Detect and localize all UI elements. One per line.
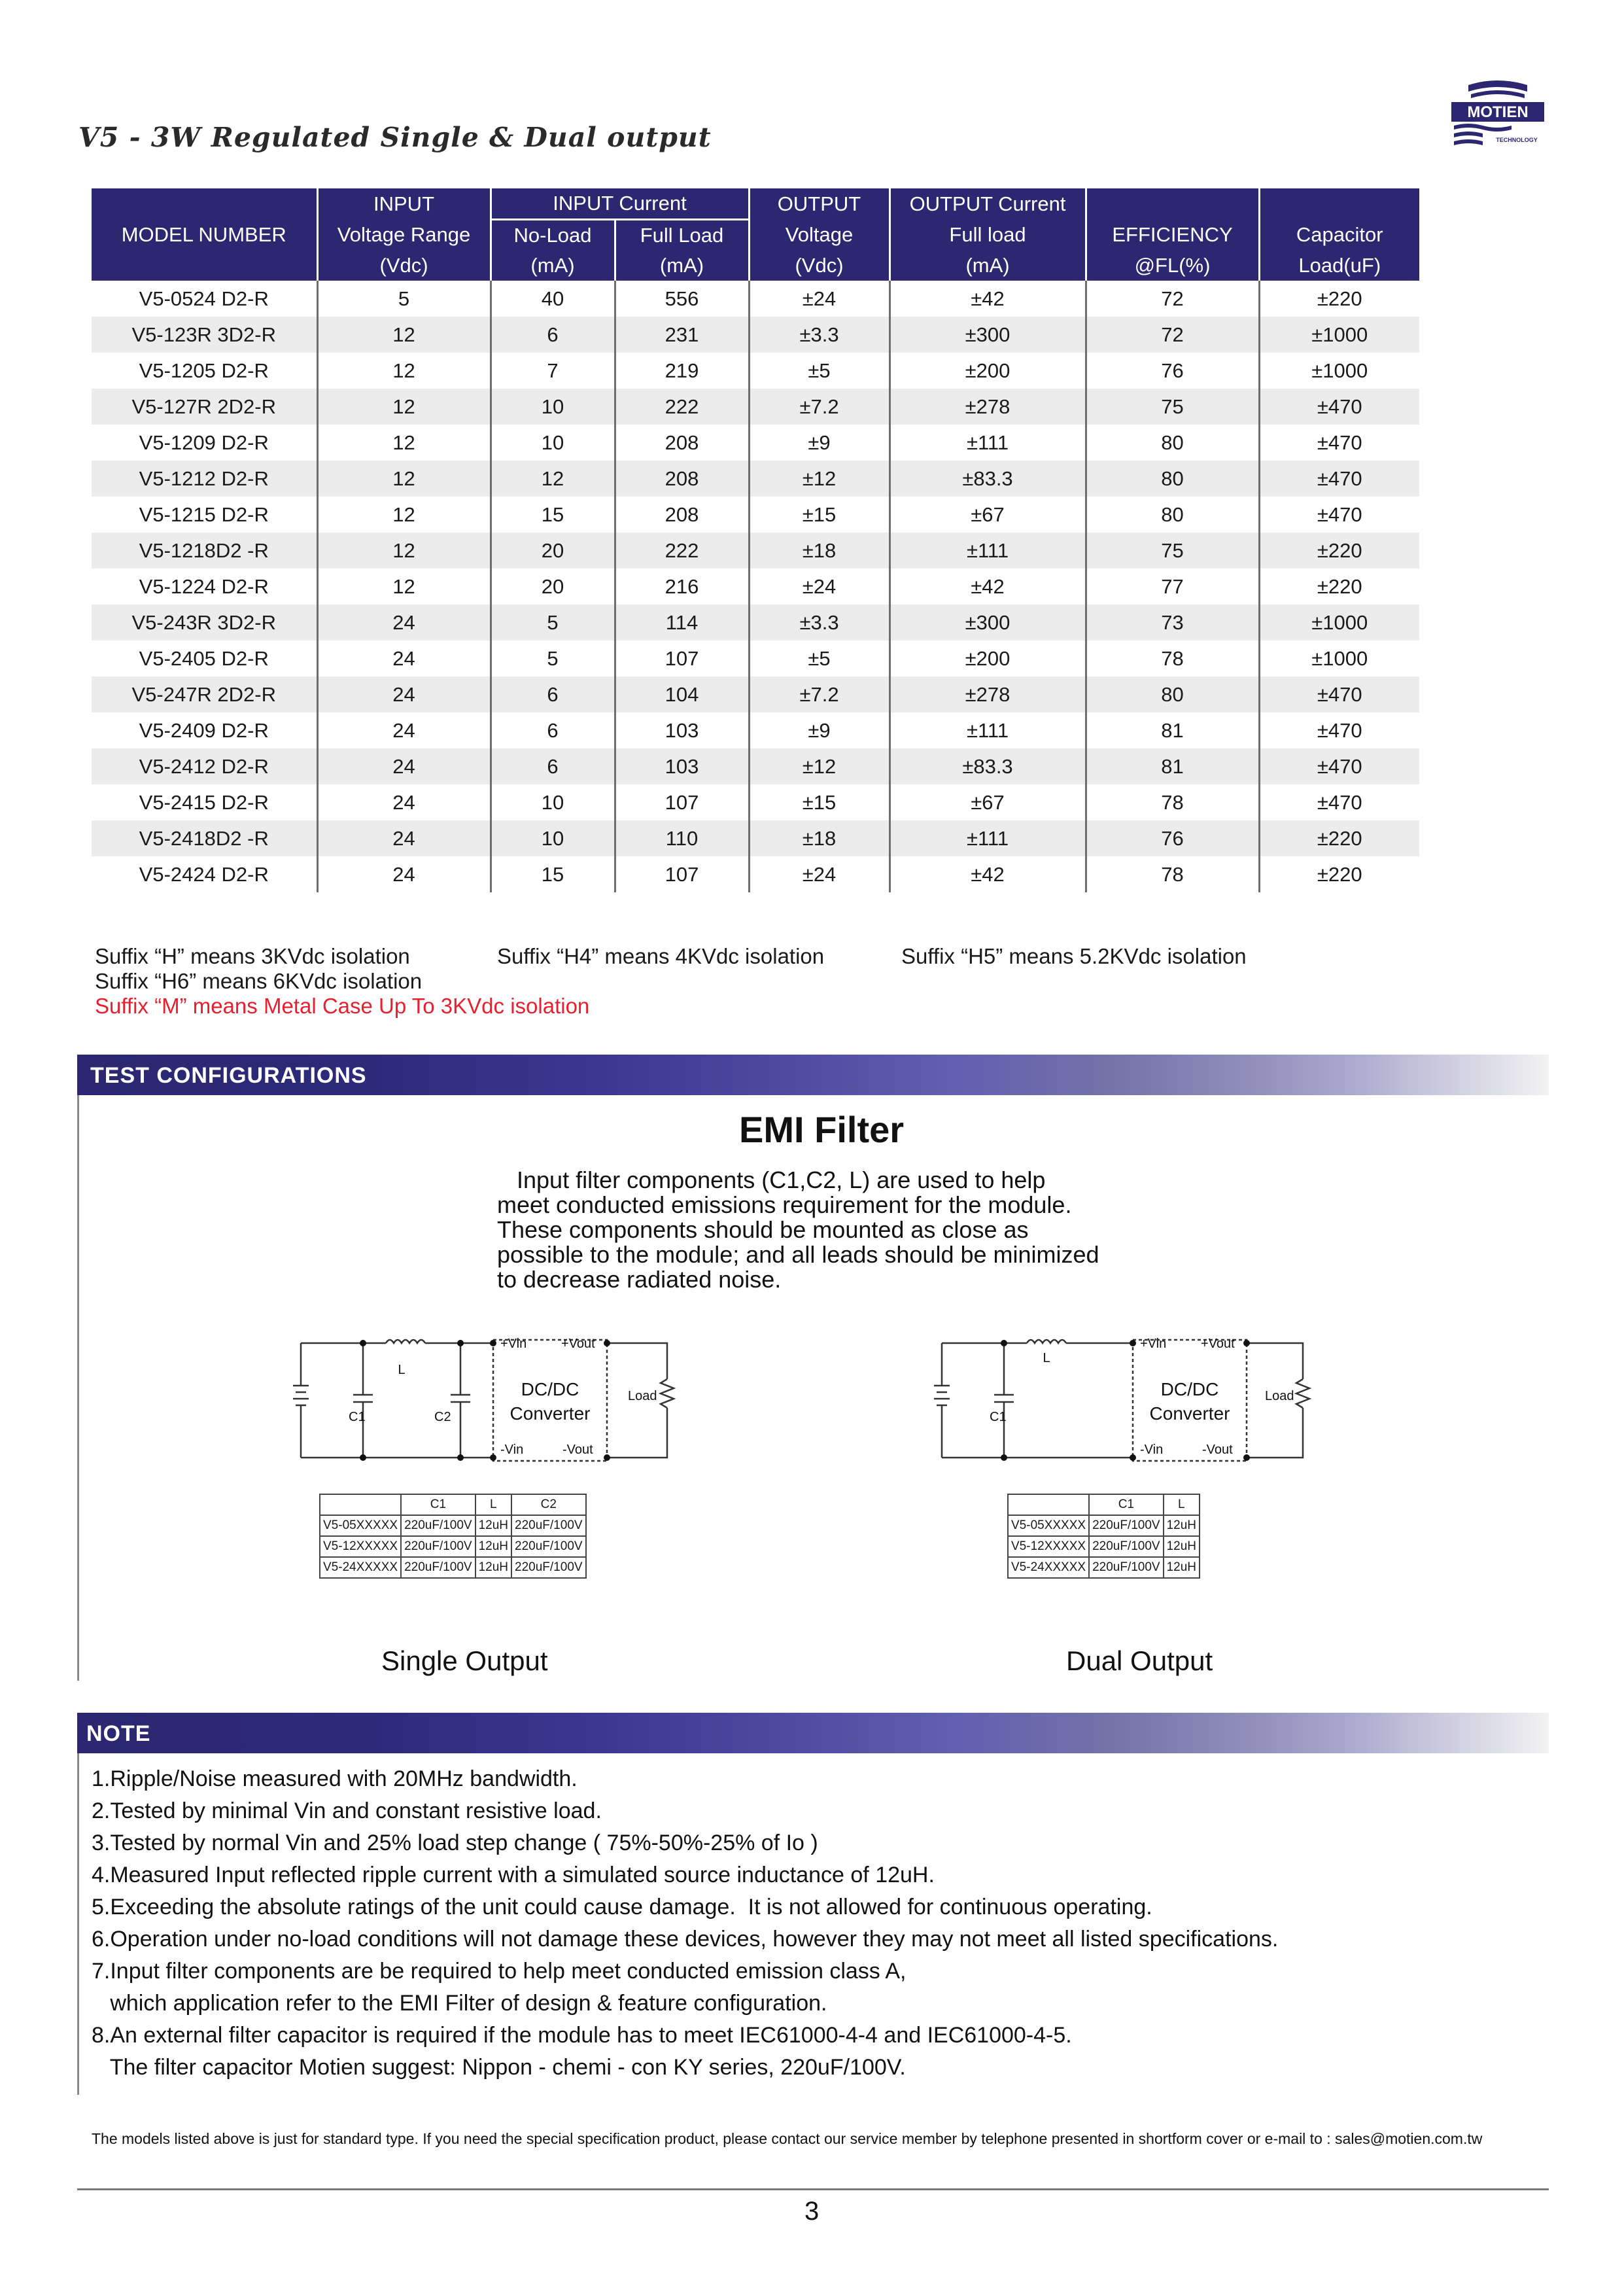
table-cell: 222 — [615, 533, 749, 569]
model-number-cell: V5-123R 3D2-R — [92, 317, 317, 353]
table-cell: ±12 — [749, 461, 890, 497]
table-row — [92, 425, 1419, 461]
comp-cell: 12uH — [1164, 1515, 1200, 1536]
single-output-schematic — [288, 1328, 693, 1492]
model-number-cell: V5-1218D2 -R — [92, 533, 317, 569]
table-cell: 78 — [1086, 784, 1259, 820]
model-number-cell: V5-247R 2D2-R — [92, 676, 317, 712]
table-cell: ±200 — [890, 640, 1086, 676]
comp-header: C1 — [1089, 1494, 1164, 1515]
table-cell: 12 — [317, 389, 491, 425]
table-cell: ±67 — [890, 497, 1086, 533]
table-cell: 107 — [615, 784, 749, 820]
header-row-1 — [92, 188, 1419, 220]
note-line: The filter capacitor Motien suggest: Nippon - chemi - con KY series, 220uF/100V. — [92, 2055, 906, 2080]
table-cell: 80 — [1086, 461, 1259, 497]
load-label: Load — [628, 1389, 657, 1403]
emi-line: These components should be mounted as close as — [497, 1216, 1029, 1243]
inductor-label: L — [398, 1363, 406, 1377]
comp-cell: V5-12XXXXX — [1008, 1536, 1089, 1557]
table-cell: ±300 — [890, 604, 1086, 640]
dual-component-table — [1007, 1494, 1200, 1579]
header-cell: Full Load — [615, 220, 749, 251]
suffix-m-note: Suffix “M” means Metal Case Up To 3KVdc isolation — [95, 994, 590, 1018]
table-cell: 107 — [615, 856, 749, 892]
note-line: 5.Exceeding the absolute ratings of the unit could cause damage. It is not allowed for continuous operating. — [92, 1895, 1152, 1919]
table-cell: ±111 — [890, 820, 1086, 856]
notes-left-rule — [77, 1753, 79, 2095]
table-cell: ±15 — [749, 784, 890, 820]
table-row — [92, 676, 1419, 712]
comp-cell: V5-05XXXXX — [1008, 1515, 1089, 1536]
logo-subtext: TECHNOLOGY — [1496, 137, 1538, 143]
table-row — [92, 281, 1419, 317]
comp-cell: 220uF/100V — [1089, 1557, 1164, 1578]
table-cell: 80 — [1086, 497, 1259, 533]
table-cell: 24 — [317, 712, 491, 748]
model-number-cell: V5-1224 D2-R — [92, 569, 317, 604]
model-number-cell: V5-0524 D2-R — [92, 281, 317, 317]
table-cell: 104 — [615, 676, 749, 712]
inductor-label: L — [1043, 1351, 1050, 1365]
model-number-cell: V5-1212 D2-R — [92, 461, 317, 497]
table-cell: ±278 — [890, 389, 1086, 425]
table-cell: 75 — [1086, 533, 1259, 569]
table-cell: 10 — [491, 389, 615, 425]
single-output-circuit — [288, 1328, 693, 1495]
table-cell: ±470 — [1317, 430, 1362, 454]
comp-cell: 220uF/100V — [511, 1557, 586, 1578]
table-cell: 24 — [317, 640, 491, 676]
table-cell: 6 — [491, 748, 615, 784]
header-cell: (mA) — [890, 251, 1086, 281]
table-cell: 12 — [317, 497, 491, 533]
table-cell: ±83.3 — [890, 461, 1086, 497]
header-cell: (Vdc) — [749, 251, 890, 281]
converter-label-1: DC/DC — [1160, 1379, 1219, 1399]
comp-header: L — [475, 1494, 511, 1515]
table-row — [92, 389, 1419, 425]
table-cell: 216 — [615, 569, 749, 604]
table-cell: ±111 — [890, 425, 1086, 461]
table-row — [92, 461, 1419, 497]
table-cell: 5 — [491, 604, 615, 640]
table-cell: ±18 — [749, 533, 890, 569]
table-cell: ±15 — [749, 497, 890, 533]
note-line: 8.An external filter capacitor is required if the module has to meet IEC61000-4-4 and IEC61000-4-5. — [92, 2023, 1072, 2048]
table-cell: 24 — [317, 784, 491, 820]
table-cell: ±1000 — [1311, 359, 1368, 382]
table-cell: ±42 — [890, 281, 1086, 317]
vin-pos-label: +Vin — [1140, 1337, 1167, 1351]
comp-header: L — [1164, 1494, 1200, 1515]
emi-line: Input filter components (C1,C2, L) are used to help — [497, 1166, 1046, 1193]
emi-filter-description — [497, 1168, 1217, 1292]
table-cell: 78 — [1086, 640, 1259, 676]
header-row-3 — [92, 251, 1419, 281]
header-cell — [1086, 188, 1259, 220]
table-cell: 24 — [317, 676, 491, 712]
header-cell — [92, 251, 317, 281]
emi-filter-title: EMI Filter — [739, 1109, 905, 1150]
table-row — [92, 640, 1419, 676]
table-cell: 7 — [491, 353, 615, 389]
vin-neg-label: -Vin — [500, 1443, 524, 1457]
table-cell: ±12 — [749, 748, 890, 784]
header-cell: (Vdc) — [317, 251, 491, 281]
table-cell: 75 — [1086, 389, 1259, 425]
emi-line: to decrease radiated noise. — [497, 1266, 782, 1293]
table-cell: ±470 — [1259, 389, 1419, 425]
table-cell: 6 — [491, 676, 615, 712]
header-row-2 — [92, 220, 1419, 251]
table-cell: ±278 — [890, 676, 1086, 712]
table-cell: 24 — [317, 748, 491, 784]
table-cell: ±3.3 — [749, 317, 890, 353]
comp-header — [1008, 1494, 1089, 1515]
table-cell: ±220 — [1317, 574, 1362, 598]
header-cell: (mA) — [491, 251, 615, 281]
test-config-banner-label: TEST CONFIGURATIONS — [90, 1063, 367, 1088]
comp-cell: 12uH — [1164, 1536, 1200, 1557]
model-number-cell: V5-1215 D2-R — [92, 497, 317, 533]
table-cell: 10 — [491, 820, 615, 856]
single-component-table — [319, 1494, 587, 1579]
header-cell: No-Load — [491, 220, 615, 251]
table-cell: 77 — [1086, 569, 1259, 604]
logo-text: MOTIEN — [1467, 103, 1529, 121]
c2-label: C2 — [434, 1410, 451, 1424]
note-banner-label: NOTE — [86, 1721, 151, 1746]
vout-pos-label: +Vout — [1201, 1337, 1235, 1351]
table-cell: ±9 — [749, 425, 890, 461]
table-cell: ±3.3 — [749, 604, 890, 640]
table-row — [92, 353, 1419, 389]
suffix-h-note: Suffix “H” means 3KVdc isolation — [95, 944, 410, 968]
note-line: which application refer to the EMI Filter of design & feature configuration. — [92, 1991, 827, 2016]
table-cell: 72 — [1086, 281, 1259, 317]
header-cell — [1259, 188, 1419, 220]
comp-cell: V5-12XXXXX — [320, 1536, 401, 1557]
note-line: 4.Measured Input reflected ripple current with a simulated source inductance of 12uH. — [92, 1863, 935, 1887]
c1-label: C1 — [349, 1410, 366, 1424]
header-cell: @FL(%) — [1086, 251, 1259, 281]
table-cell: ±220 — [1317, 862, 1362, 886]
header-cell: MODEL NUMBER — [92, 220, 317, 251]
header-cell: Full load — [890, 220, 1086, 251]
comp-cell: 12uH — [475, 1557, 511, 1578]
dual-output-schematic — [929, 1328, 1321, 1492]
table-row — [92, 604, 1419, 640]
comp-cell: 12uH — [475, 1515, 511, 1536]
table-cell: 5 — [491, 640, 615, 676]
table-cell: ±470 — [1317, 502, 1362, 526]
header-cell: Voltage — [749, 220, 890, 251]
table-cell: 40 — [491, 281, 615, 317]
table-cell: 78 — [1086, 856, 1259, 892]
table-cell: 12 — [317, 533, 491, 569]
model-number-cell: V5-2415 D2-R — [92, 784, 317, 820]
header-cell: Voltage Range — [317, 220, 491, 251]
table-row — [92, 497, 1419, 533]
comp-cell: 220uF/100V — [511, 1515, 586, 1536]
table-cell: ±470 — [1317, 718, 1362, 742]
table-cell: ±1000 — [1311, 646, 1368, 670]
table-cell: ±111 — [890, 712, 1086, 748]
spec-table-body — [92, 281, 1419, 892]
comp-cell: V5-24XXXXX — [320, 1557, 401, 1578]
emi-line: possible to the module; and all leads should be minimized — [497, 1241, 1099, 1268]
note-line: 2.Tested by minimal Vin and constant resistive load. — [92, 1798, 602, 1823]
vout-neg-label: -Vout — [1202, 1443, 1233, 1457]
model-number-cell: V5-1205 D2-R — [92, 353, 317, 389]
page-number: 3 — [804, 2197, 820, 2226]
section-left-rule — [77, 1095, 79, 1681]
table-cell: 219 — [615, 353, 749, 389]
table-cell: 5 — [317, 281, 491, 317]
footer-disclaimer: The models listed above is just for standard type. If you need the special specification product, please contact our service member by telephone presented in shortform cover or e-mail to : sales@motien.com.tw — [92, 2130, 1483, 2147]
model-number-cell: V5-1209 D2-R — [92, 425, 317, 461]
model-number-cell: V5-2405 D2-R — [92, 640, 317, 676]
table-cell: 80 — [1086, 676, 1259, 712]
table-cell: ±5 — [749, 353, 890, 389]
comp-header: C1 — [401, 1494, 475, 1515]
table-cell: ±470 — [1259, 748, 1419, 784]
table-cell: 12 — [317, 353, 491, 389]
suffix-h6-note: Suffix “H6” means 6KVdc isolation — [95, 969, 423, 993]
table-cell: 6 — [491, 712, 615, 748]
emi-line: meet conducted emissions requirement for the module. — [497, 1191, 1072, 1218]
table-cell: 12 — [317, 317, 491, 353]
table-cell: 72 — [1086, 317, 1259, 353]
comp-cell: V5-05XXXXX — [320, 1515, 401, 1536]
comp-cell: 220uF/100V — [1089, 1536, 1164, 1557]
table-row — [92, 317, 1419, 353]
header-cell: OUTPUT — [749, 188, 890, 220]
vin-pos-label: +Vin — [500, 1337, 527, 1351]
test-config-banner — [77, 1055, 1549, 1095]
table-cell: 208 — [615, 425, 749, 461]
notes-list — [92, 1763, 1278, 2084]
vin-neg-label: -Vin — [1140, 1443, 1164, 1457]
table-cell: 20 — [491, 569, 615, 604]
header-cell: EFFICIENCY — [1086, 220, 1259, 251]
table-cell: 80 — [1086, 425, 1259, 461]
note-line: 6.Operation under no-load conditions will not damage these devices, however they may not meet all listed specifications. — [92, 1927, 1279, 1952]
table-row — [92, 856, 1419, 892]
model-number-cell: V5-243R 3D2-R — [92, 604, 317, 640]
table-cell: ±7.2 — [749, 676, 890, 712]
comp-cell: 12uH — [1164, 1557, 1200, 1578]
table-row — [92, 569, 1419, 604]
table-cell: ±9 — [749, 712, 890, 748]
table-cell: 10 — [491, 425, 615, 461]
table-cell: 222 — [615, 389, 749, 425]
table-row — [92, 784, 1419, 820]
model-number-cell: V5-127R 2D2-R — [92, 389, 317, 425]
table-cell: 24 — [317, 856, 491, 892]
table-cell: ±24 — [749, 856, 890, 892]
vout-pos-label: +Vout — [561, 1337, 595, 1351]
table-cell: 73 — [1086, 604, 1259, 640]
comp-header — [320, 1494, 401, 1515]
table-cell: 103 — [615, 712, 749, 748]
table-cell: 107 — [615, 640, 749, 676]
footer-divider — [77, 2188, 1549, 2190]
table-cell: 12 — [317, 461, 491, 497]
table-cell: ±220 — [1259, 533, 1419, 569]
page-title: V5 - 3W Regulated Single & Dual output — [78, 122, 712, 153]
dual-output-circuit — [929, 1328, 1321, 1495]
table-cell: 15 — [491, 497, 615, 533]
comp-cell: V5-24XXXXX — [1008, 1557, 1089, 1578]
note-line: 7.Input filter components are be required to help meet conducted emission class A, — [92, 1959, 907, 1984]
header-cell: Load(uF) — [1259, 251, 1419, 281]
table-cell: ±200 — [890, 353, 1086, 389]
dual-output-caption: Dual Output — [1066, 1645, 1213, 1676]
table-cell: 12 — [491, 461, 615, 497]
table-cell: ±220 — [1317, 287, 1362, 310]
table-cell: ±470 — [1317, 790, 1362, 814]
suffix-h5-note: Suffix “H5” means 5.2KVdc isolation — [901, 944, 1247, 968]
comp-cell: 220uF/100V — [401, 1536, 475, 1557]
header-cell: OUTPUT Current — [890, 188, 1086, 220]
header-cell: (mA) — [615, 251, 749, 281]
table-cell: 103 — [615, 748, 749, 784]
table-cell: 81 — [1086, 712, 1259, 748]
note-line: 3.Tested by normal Vin and 25% load step change ( 75%-50%-25% of Io ) — [92, 1831, 818, 1855]
table-cell: 81 — [1086, 748, 1259, 784]
vout-neg-label: -Vout — [562, 1443, 593, 1457]
converter-label-1: DC/DC — [521, 1379, 579, 1399]
table-cell: ±1000 — [1259, 317, 1419, 353]
motien-logo-icon — [1449, 77, 1547, 150]
table-cell: ±42 — [890, 856, 1086, 892]
comp-cell: 220uF/100V — [511, 1536, 586, 1557]
table-cell: 231 — [615, 317, 749, 353]
table-cell: 24 — [317, 820, 491, 856]
table-cell: 12 — [317, 425, 491, 461]
table-cell: ±470 — [1259, 461, 1419, 497]
table-cell: 114 — [615, 604, 749, 640]
table-cell: 12 — [317, 569, 491, 604]
table-cell: ±24 — [749, 281, 890, 317]
table-cell: ±220 — [1259, 820, 1419, 856]
note-banner — [77, 1713, 1549, 1753]
table-row — [92, 820, 1419, 856]
header-cell: INPUT Current — [491, 188, 749, 220]
model-number-cell: V5-2418D2 -R — [92, 820, 317, 856]
table-cell: 24 — [317, 604, 491, 640]
table-cell: ±67 — [890, 784, 1086, 820]
table-cell: ±470 — [1259, 676, 1419, 712]
single-output-caption: Single Output — [381, 1645, 548, 1676]
spec-table — [92, 188, 1419, 892]
converter-label-2: Converter — [510, 1403, 591, 1424]
table-cell: 208 — [615, 461, 749, 497]
c1-label: C1 — [990, 1410, 1007, 1424]
table-row — [92, 533, 1419, 569]
table-row — [92, 748, 1419, 784]
table-cell: 15 — [491, 856, 615, 892]
model-number-cell: V5-2424 D2-R — [92, 856, 317, 892]
motien-logo — [1449, 77, 1547, 150]
table-cell: ±24 — [749, 569, 890, 604]
table-cell: ±111 — [890, 533, 1086, 569]
comp-cell: 220uF/100V — [1089, 1515, 1164, 1536]
table-cell: 208 — [615, 497, 749, 533]
table-cell: 10 — [491, 784, 615, 820]
table-row — [92, 712, 1419, 748]
table-cell: ±5 — [749, 640, 890, 676]
header-cell: Capacitor — [1259, 220, 1419, 251]
comp-cell: 220uF/100V — [401, 1557, 475, 1578]
comp-header: C2 — [511, 1494, 586, 1515]
table-cell: 556 — [615, 281, 749, 317]
table-cell: ±18 — [749, 820, 890, 856]
table-cell: ±83.3 — [890, 748, 1086, 784]
table-cell: 76 — [1086, 820, 1259, 856]
model-number-cell: V5-2409 D2-R — [92, 712, 317, 748]
model-number-cell: V5-2412 D2-R — [92, 748, 317, 784]
table-cell: ±7.2 — [749, 389, 890, 425]
table-cell: 6 — [491, 317, 615, 353]
note-line: 1.Ripple/Noise measured with 20MHz bandwidth. — [92, 1766, 578, 1791]
load-label: Load — [1265, 1389, 1294, 1403]
comp-cell: 12uH — [475, 1536, 511, 1557]
header-cell — [92, 188, 317, 220]
converter-label-2: Converter — [1149, 1403, 1230, 1424]
table-cell: 76 — [1086, 353, 1259, 389]
table-cell: ±42 — [890, 569, 1086, 604]
table-cell: 20 — [491, 533, 615, 569]
header-cell: INPUT — [317, 188, 491, 220]
table-cell: ±300 — [890, 317, 1086, 353]
table-cell: 110 — [615, 820, 749, 856]
table-cell: ±1000 — [1259, 604, 1419, 640]
comp-cell: 220uF/100V — [401, 1515, 475, 1536]
suffix-h4-note: Suffix “H4” means 4KVdc isolation — [497, 944, 825, 968]
